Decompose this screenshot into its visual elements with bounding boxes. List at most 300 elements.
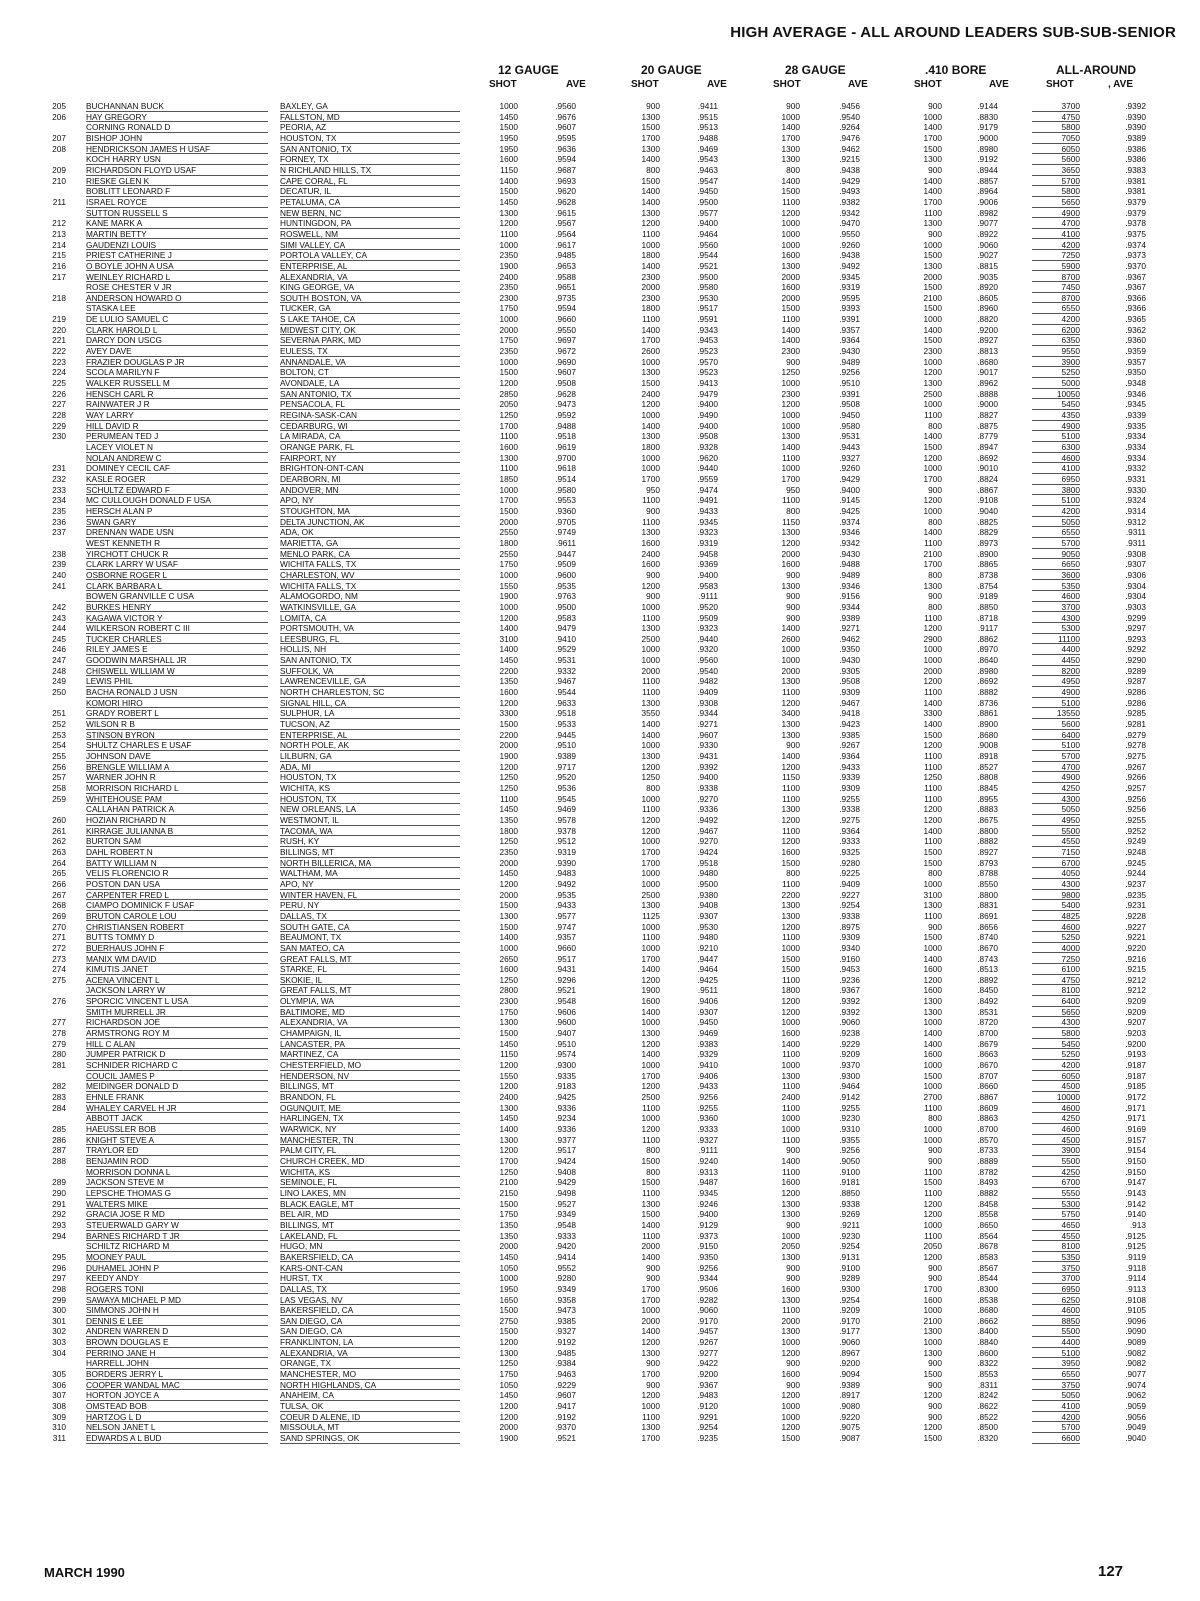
shooter-name: HILL C ALAN xyxy=(86,1039,268,1050)
shot-all-around: 5700 xyxy=(1032,538,1080,549)
shot-20-gauge: 1000 xyxy=(641,452,660,463)
shot-20-gauge: 1700 xyxy=(641,1070,660,1081)
ave-12-gauge: .9521 xyxy=(555,1433,576,1444)
ave-410-bore: .9010 xyxy=(977,463,998,474)
hometown: HUNTINGDON, PA xyxy=(280,218,460,229)
shot-all-around: 5500 xyxy=(1032,826,1080,837)
shot-410-bore: 1400 xyxy=(923,175,942,186)
ave-28-gauge: .9333 xyxy=(839,836,860,847)
ave-12-gauge: .9410 xyxy=(555,633,576,644)
shot-12-gauge: 1850 xyxy=(499,473,518,484)
shooter-name: CALLAHAN PATRICK A xyxy=(86,804,268,815)
hometown: ADA, OK xyxy=(280,527,460,538)
shot-all-around: 4600 xyxy=(1032,922,1080,933)
leaders-table xyxy=(0,101,1200,1444)
ave-410-bore: .8492 xyxy=(977,996,998,1007)
ave-all-around: .9154 xyxy=(1125,1145,1146,1156)
hometown: MARTINEZ, CA xyxy=(280,1049,460,1060)
ave-28-gauge: .9300 xyxy=(839,1283,860,1294)
hometown: LINO LAKES, MN xyxy=(280,1188,460,1199)
hometown: ENTERPRISE, AL xyxy=(280,261,460,272)
ave-12-gauge: .9763 xyxy=(555,591,576,602)
shot-28-gauge: 1100 xyxy=(782,878,800,889)
shot-28-gauge: 1300 xyxy=(781,580,800,591)
rank: 211 xyxy=(52,196,66,207)
shot-28-gauge: 1400 xyxy=(781,1038,800,1049)
ave-28-gauge: .9305 xyxy=(839,665,860,676)
shot-410-bore: 900 xyxy=(928,484,942,495)
table-row xyxy=(0,517,1200,528)
ave-28-gauge: .9462 xyxy=(839,143,860,154)
shot-20-gauge: 1700 xyxy=(641,846,660,857)
ave-12-gauge: .9611 xyxy=(555,537,576,548)
shooter-name: MANIX WM DAVID xyxy=(86,954,268,965)
header-ave-12: AVE xyxy=(566,79,586,90)
hometown: ALEXANDRIA, VA xyxy=(280,1017,460,1028)
table-row xyxy=(0,591,1200,602)
ave-20-gauge: .9500 xyxy=(697,271,718,282)
ave-20-gauge: .9400 xyxy=(697,399,718,410)
ave-12-gauge: .9498 xyxy=(555,1187,576,1198)
rank: 225 xyxy=(52,378,66,389)
ave-28-gauge: .9508 xyxy=(839,399,860,410)
ave-12-gauge: .9574 xyxy=(555,1049,576,1060)
hometown: ANAHEIM, CA xyxy=(280,1390,460,1401)
shot-410-bore: 1500 xyxy=(923,1433,942,1444)
rank: 260 xyxy=(52,814,66,825)
ave-28-gauge: .9489 xyxy=(839,356,860,367)
shot-28-gauge: 1100 xyxy=(782,783,800,793)
shooter-name: RAINWATER J R xyxy=(86,399,268,410)
table-row xyxy=(0,335,1200,346)
shot-12-gauge: 1300 xyxy=(499,207,518,218)
shooter-name: PERRINO JANE H xyxy=(86,1348,268,1359)
shot-12-gauge: 1200 xyxy=(499,378,518,389)
ave-20-gauge: .9513 xyxy=(697,122,718,133)
shot-12-gauge: 1300 xyxy=(499,452,518,463)
shot-28-gauge: 2600 xyxy=(781,633,800,644)
shot-12-gauge: 2000 xyxy=(499,857,518,868)
shot-12-gauge: 1600 xyxy=(499,964,518,975)
table-row xyxy=(0,1177,1200,1188)
shooter-name: MC CULLOUGH DONALD F USA xyxy=(86,495,268,506)
ave-all-around: .9040 xyxy=(1125,1433,1146,1444)
ave-20-gauge: .9547 xyxy=(697,175,718,186)
table-row xyxy=(0,176,1200,187)
shot-20-gauge: 1200 xyxy=(641,974,660,985)
shooter-name: ACENA VINCENT L xyxy=(86,975,268,986)
shot-all-around: 3700 xyxy=(1032,101,1080,112)
ave-20-gauge: .9523 xyxy=(697,367,718,378)
table-row xyxy=(0,687,1200,698)
shot-12-gauge: 2350 xyxy=(499,346,518,357)
table-row xyxy=(0,826,1200,837)
shot-12-gauge: 1700 xyxy=(499,420,518,431)
shot-410-bore: 900 xyxy=(928,164,942,175)
shooter-name: AVEY DAVE xyxy=(86,346,268,357)
ave-28-gauge: .9443 xyxy=(839,442,860,452)
hometown: HOUSTON, TX xyxy=(280,772,460,783)
table-row xyxy=(0,208,1200,219)
ave-20-gauge: .9120 xyxy=(697,1401,718,1412)
ave-20-gauge: .9336 xyxy=(697,804,718,815)
ave-410-bore: .8700 xyxy=(977,1124,998,1134)
shot-410-bore: 1300 xyxy=(923,218,942,229)
shot-410-bore: 1400 xyxy=(923,324,942,335)
ave-410-bore: .9117 xyxy=(977,623,998,634)
shot-all-around: 4100 xyxy=(1032,1401,1080,1412)
shot-410-bore: 2700 xyxy=(923,1092,942,1103)
shot-28-gauge: 1400 xyxy=(781,442,800,452)
ave-all-around: .9235 xyxy=(1125,889,1146,900)
ave-all-around: .9285 xyxy=(1125,708,1146,719)
ave-20-gauge: .9345 xyxy=(697,1187,718,1198)
table-row xyxy=(0,357,1200,368)
rank: 288 xyxy=(52,1155,66,1166)
ave-410-bore: .8875 xyxy=(977,420,998,431)
ave-410-bore: .8736 xyxy=(977,697,998,708)
shot-all-around: 5800 xyxy=(1032,186,1080,197)
shot-all-around: 4600 xyxy=(1032,453,1080,464)
shot-all-around: 4100 xyxy=(1032,229,1080,240)
hometown: PEORIA, AZ xyxy=(280,122,460,133)
shot-12-gauge: 1450 xyxy=(499,1038,518,1049)
table-row xyxy=(0,570,1200,581)
shot-28-gauge: 1500 xyxy=(781,186,800,197)
shot-12-gauge: 2650 xyxy=(499,953,518,964)
ave-all-around: .9237 xyxy=(1125,878,1146,889)
ave-20-gauge: .9457 xyxy=(697,1326,718,1337)
shot-410-bore: 1500 xyxy=(923,846,942,857)
shot-410-bore: 1400 xyxy=(923,122,942,133)
ave-all-around: .913 xyxy=(1129,1219,1146,1230)
ave-all-around: .9366 xyxy=(1125,303,1146,314)
shooter-name: NOLAN ANDREW C xyxy=(86,453,268,464)
shot-20-gauge: 1100 xyxy=(642,932,660,943)
shot-all-around: 6700 xyxy=(1032,1177,1080,1188)
shot-12-gauge: 1500 xyxy=(499,1326,518,1337)
ave-410-bore: .9027 xyxy=(977,250,998,261)
shooter-name: WEST KENNETH R xyxy=(86,538,268,549)
shot-28-gauge: 1100 xyxy=(782,196,800,207)
ave-all-around: .9187 xyxy=(1125,1060,1146,1071)
shot-12-gauge: 1350 xyxy=(499,814,518,825)
table-row xyxy=(0,762,1200,773)
ave-12-gauge: .9517 xyxy=(555,953,576,964)
shooter-name: NELSON JANET L xyxy=(86,1422,268,1433)
ave-28-gauge: .9540 xyxy=(839,111,860,122)
shot-all-around: 4550 xyxy=(1032,1231,1080,1242)
rank: 290 xyxy=(52,1187,66,1198)
hometown: DECATUR, IL xyxy=(280,186,460,197)
shot-28-gauge: 1600 xyxy=(781,250,800,261)
ave-28-gauge: .9382 xyxy=(839,196,860,207)
shot-all-around: 5450 xyxy=(1032,1039,1080,1050)
table-row xyxy=(0,261,1200,272)
ave-all-around: .9231 xyxy=(1125,900,1146,911)
ave-20-gauge: .9490 xyxy=(697,410,718,421)
shooter-name: WAY LARRY xyxy=(86,410,268,421)
ave-all-around: .9379 xyxy=(1125,196,1146,207)
ave-12-gauge: .9500 xyxy=(555,601,576,612)
hometown: PERU, NY xyxy=(280,900,460,911)
shot-all-around: 5100 xyxy=(1032,495,1080,506)
ave-410-bore: .9108 xyxy=(977,495,998,506)
hometown: HUGO, MN xyxy=(280,1241,460,1252)
ave-410-bore: .8707 xyxy=(977,1070,998,1081)
shot-410-bore: 1500 xyxy=(923,857,942,868)
shot-28-gauge: 1300 xyxy=(781,431,800,442)
ave-20-gauge: .9540 xyxy=(697,665,718,676)
shot-20-gauge: 1400 xyxy=(641,186,660,197)
shot-all-around: 5050 xyxy=(1032,517,1080,528)
ave-28-gauge: .9493 xyxy=(839,186,860,197)
table-row xyxy=(0,985,1200,996)
shot-12-gauge: 1200 xyxy=(499,1060,518,1071)
ave-12-gauge: .9492 xyxy=(555,878,576,889)
shot-28-gauge: 1300 xyxy=(781,719,800,730)
hometown: NORTH HIGHLANDS, CA xyxy=(280,1380,460,1391)
shooter-name: FRAZIER DOUGLAS P JR xyxy=(86,357,268,368)
ave-28-gauge: .9260 xyxy=(839,463,860,474)
ave-12-gauge: .9390 xyxy=(555,857,576,868)
ave-28-gauge: .9156 xyxy=(839,591,860,602)
ave-28-gauge: .9467 xyxy=(839,697,860,708)
shot-20-gauge: 1300 xyxy=(641,1347,660,1358)
hometown: MANCHESTER, MO xyxy=(280,1369,460,1380)
ave-28-gauge: .9430 xyxy=(839,346,860,357)
shot-410-bore: 2050 xyxy=(923,1241,942,1252)
ave-28-gauge: .9531 xyxy=(839,431,860,442)
shot-410-bore: 1100 xyxy=(924,410,942,421)
table-row xyxy=(0,1113,1200,1124)
ave-all-around: .9314 xyxy=(1125,505,1146,516)
ave-all-around: .9187 xyxy=(1125,1070,1146,1081)
ave-all-around: .9334 xyxy=(1125,431,1146,442)
rank: 298 xyxy=(52,1283,66,1294)
ave-all-around: .9248 xyxy=(1125,846,1146,857)
shot-20-gauge: 1200 xyxy=(641,1124,660,1134)
shot-12-gauge: 1500 xyxy=(499,367,518,378)
shot-28-gauge: 900 xyxy=(786,1379,800,1390)
shooter-name: ABBOTT JACK xyxy=(86,1113,268,1124)
ave-12-gauge: .9360 xyxy=(555,505,576,516)
shooter-name: VELIS FLORENCIO R xyxy=(86,868,268,879)
ave-410-bore: .8660 xyxy=(977,1081,998,1092)
shot-410-bore: 1000 xyxy=(923,111,942,122)
ave-410-bore: .9035 xyxy=(977,271,998,282)
ave-12-gauge: .9592 xyxy=(555,410,576,421)
shot-all-around: 4950 xyxy=(1032,676,1080,687)
rank: 241 xyxy=(52,580,66,591)
shooter-name: ROSE CHESTER V JR xyxy=(86,282,268,293)
shot-410-bore: 1200 xyxy=(923,1209,942,1220)
ave-12-gauge: .9527 xyxy=(555,1198,576,1209)
shooter-name: BUTTS TOMMY D xyxy=(86,932,268,943)
shooter-name: WALKER RUSSELL M xyxy=(86,378,268,389)
ave-410-bore: .8322 xyxy=(977,1358,998,1369)
ave-all-around: .9312 xyxy=(1125,516,1146,527)
ave-28-gauge: .9087 xyxy=(839,1433,860,1444)
ave-20-gauge: .9530 xyxy=(697,921,718,932)
shot-28-gauge: 1100 xyxy=(782,687,800,698)
shot-12-gauge: 2350 xyxy=(499,250,518,261)
ave-all-around: .9056 xyxy=(1125,1411,1146,1422)
shooter-name: RICHARDSON FLOYD USAF xyxy=(86,165,268,176)
shot-410-bore: 1300 xyxy=(923,1326,942,1337)
ave-410-bore: .8550 xyxy=(977,878,998,889)
ave-410-bore: .8788 xyxy=(977,868,998,879)
shot-all-around: 4750 xyxy=(1032,112,1080,123)
ave-20-gauge: .9469 xyxy=(697,143,718,154)
ave-410-bore: .8820 xyxy=(977,314,998,325)
shot-20-gauge: 800 xyxy=(646,783,660,793)
ave-12-gauge: .9518 xyxy=(555,431,576,442)
shot-20-gauge: 1125 xyxy=(642,910,660,921)
ave-all-around: .9287 xyxy=(1125,676,1146,687)
table-row xyxy=(0,740,1200,751)
shot-20-gauge: 2500 xyxy=(641,1092,660,1103)
shot-28-gauge: 1300 xyxy=(781,676,800,687)
shot-410-bore: 2300 xyxy=(923,346,942,357)
shot-all-around: 5100 xyxy=(1032,740,1080,751)
shot-all-around: 8200 xyxy=(1032,666,1080,677)
ave-12-gauge: .9544 xyxy=(555,687,576,698)
shot-410-bore: 900 xyxy=(928,228,942,239)
table-row xyxy=(0,442,1200,453)
rank: 221 xyxy=(52,335,66,346)
shot-28-gauge: 1300 xyxy=(781,260,800,271)
ave-20-gauge: .9240 xyxy=(697,1155,718,1166)
ave-12-gauge: .9552 xyxy=(555,1262,576,1273)
shot-28-gauge: 900 xyxy=(786,1262,800,1273)
shot-all-around: 9800 xyxy=(1032,890,1080,901)
shot-20-gauge: 1400 xyxy=(641,420,660,431)
shot-12-gauge: 1700 xyxy=(499,495,518,506)
ave-all-around: .9304 xyxy=(1125,580,1146,591)
ave-20-gauge: .9111 xyxy=(698,1145,718,1156)
shot-410-bore: 1400 xyxy=(923,953,942,964)
ave-410-bore: .8718 xyxy=(977,612,998,623)
header-ave-28: AVE xyxy=(848,79,868,90)
hometown: HENDERSON, NV xyxy=(280,1071,460,1082)
hometown: TUCSON, AZ xyxy=(280,719,460,730)
ave-410-bore: .8845 xyxy=(977,783,998,793)
ave-410-bore: .8982 xyxy=(977,207,998,218)
table-row xyxy=(0,1337,1200,1348)
shot-12-gauge: 1450 xyxy=(499,196,518,207)
shot-20-gauge: 1200 xyxy=(641,1038,660,1049)
ave-all-around: .9244 xyxy=(1125,868,1146,879)
table-row xyxy=(0,559,1200,570)
shot-all-around: 3800 xyxy=(1032,485,1080,496)
shot-all-around: 5350 xyxy=(1032,581,1080,592)
shot-all-around: 4300 xyxy=(1032,613,1080,624)
shot-20-gauge: 1100 xyxy=(642,676,660,687)
table-row xyxy=(0,1273,1200,1284)
shot-28-gauge: 1300 xyxy=(781,910,800,921)
shot-20-gauge: 2600 xyxy=(641,346,660,357)
table-row xyxy=(0,325,1200,336)
ave-all-around: .9114 xyxy=(1125,1273,1146,1284)
shot-410-bore: 1000 xyxy=(923,505,942,516)
shot-28-gauge: 1400 xyxy=(781,1155,800,1166)
shooter-name: SUTTON RUSSELL S xyxy=(86,208,268,219)
rank: 231 xyxy=(52,463,66,474)
shot-410-bore: 1000 xyxy=(923,314,942,325)
shot-all-around: 13550 xyxy=(1032,708,1080,719)
shot-410-bore: 900 xyxy=(928,1358,942,1369)
shooter-name: MEIDINGER DONALD D xyxy=(86,1081,268,1092)
ave-12-gauge: .9578 xyxy=(555,814,576,825)
ave-410-bore: .8813 xyxy=(977,346,998,357)
table-row xyxy=(0,122,1200,133)
ave-20-gauge: .9560 xyxy=(697,239,718,250)
hometown: PORTSMOUTH, VA xyxy=(280,623,460,634)
shot-all-around: 3650 xyxy=(1032,165,1080,176)
rank: 283 xyxy=(52,1092,66,1103)
shot-410-bore: 1400 xyxy=(923,1028,942,1039)
ave-20-gauge: .9433 xyxy=(697,505,718,516)
ave-410-bore: .8458 xyxy=(977,1198,998,1209)
ave-all-around: .9125 xyxy=(1125,1230,1146,1241)
shot-12-gauge: 1300 xyxy=(499,1347,518,1358)
ave-410-bore: .8600 xyxy=(977,1347,998,1358)
ave-12-gauge: .9385 xyxy=(555,1315,576,1326)
rank: 310 xyxy=(52,1422,66,1433)
shot-20-gauge: 1200 xyxy=(641,1081,660,1092)
shot-28-gauge: 1100 xyxy=(782,932,800,943)
ave-410-bore: .8889 xyxy=(977,1155,998,1166)
shot-12-gauge: 1300 xyxy=(499,1017,518,1028)
ave-28-gauge: .9476 xyxy=(839,132,860,143)
ave-20-gauge: .9392 xyxy=(697,761,718,772)
hometown: ORANGE PARK, FL xyxy=(280,442,460,453)
shot-28-gauge: 900 xyxy=(786,612,800,623)
shot-410-bore: 3300 xyxy=(923,708,942,719)
shot-410-bore: 1200 xyxy=(923,1390,942,1401)
shot-all-around: 3750 xyxy=(1032,1263,1080,1274)
shot-28-gauge: 1200 xyxy=(781,1187,800,1198)
shot-12-gauge: 1250 xyxy=(499,1166,518,1177)
table-row xyxy=(0,1422,1200,1433)
shot-20-gauge: 1000 xyxy=(641,921,660,932)
shot-12-gauge: 1150 xyxy=(500,1049,518,1060)
ave-20-gauge: .9509 xyxy=(697,612,718,623)
table-row xyxy=(0,1358,1200,1369)
ave-all-around: .9267 xyxy=(1125,761,1146,772)
hometown: BEAUMONT, TX xyxy=(280,932,460,943)
shot-all-around: 6250 xyxy=(1032,1295,1080,1306)
shot-all-around: 4400 xyxy=(1032,644,1080,655)
hometown: N RICHLAND HILLS, TX xyxy=(280,165,460,176)
ave-all-around: .9209 xyxy=(1125,1006,1146,1017)
shot-20-gauge: 3550 xyxy=(641,708,660,719)
ave-410-bore: .8670 xyxy=(977,942,998,953)
shot-12-gauge: 1250 xyxy=(499,772,518,783)
hometown: SAN ANTONIO, TX xyxy=(280,389,460,400)
ave-410-bore: .8733 xyxy=(977,1145,998,1156)
table-row xyxy=(0,613,1200,624)
ave-20-gauge: .9422 xyxy=(697,1358,718,1369)
ave-28-gauge: .9350 xyxy=(839,644,860,655)
shot-20-gauge: 900 xyxy=(646,591,660,602)
table-row xyxy=(0,1316,1200,1327)
table-row xyxy=(0,1209,1200,1220)
ave-all-around: .9275 xyxy=(1125,751,1146,762)
ave-28-gauge: .9430 xyxy=(839,548,860,559)
table-row xyxy=(0,495,1200,506)
